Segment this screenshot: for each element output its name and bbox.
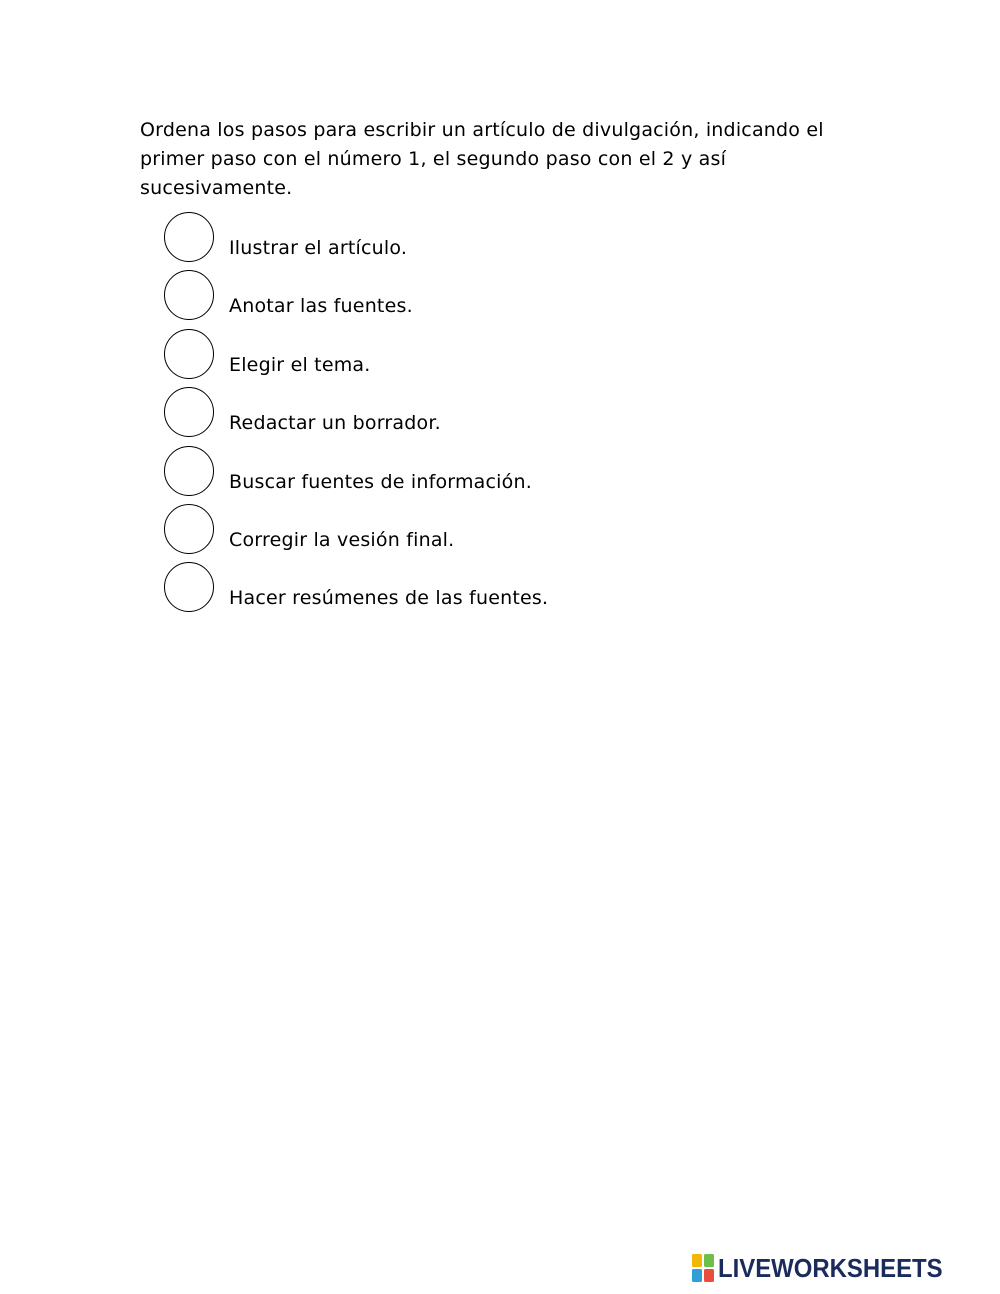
answer-circle-input[interactable]: [164, 212, 214, 262]
logo-tile-v: [692, 1269, 702, 1282]
logo-tile-l: [692, 1254, 702, 1267]
step-text: Ilustrar el artículo.: [229, 237, 408, 259]
answer-circle-input[interactable]: [164, 446, 214, 496]
answer-circle-input[interactable]: [164, 504, 214, 554]
answer-circle-input[interactable]: [164, 387, 214, 437]
liveworksheets-brand: [692, 1253, 962, 1283]
step-text: Corregir la vesión final.: [229, 528, 455, 551]
step-text: Anotar las fuentes.: [229, 295, 413, 318]
answer-circle-input[interactable]: [164, 270, 214, 320]
logo-tile-e: [704, 1269, 714, 1282]
step-text: Redactar un borrador.: [229, 412, 441, 435]
liveworksheets-logo-icon: [692, 1254, 714, 1282]
logo-tile-i: [704, 1254, 714, 1267]
step-text: Buscar fuentes de información.: [229, 470, 532, 493]
instructions-text: Ordena los pasos para escribir un artículo de divulgación, indicando el primer paso con el número 1, el segundo paso con el 2 y así sucesivamente.: [140, 119, 824, 199]
answer-circle-input[interactable]: [164, 329, 214, 379]
step-text: Hacer resúmenes de las fuentes.: [229, 587, 549, 610]
brand-name: LIVEWORKSHEETS: [718, 1253, 943, 1283]
step-text: Elegir el tema.: [229, 353, 371, 376]
answer-circle-input[interactable]: [164, 562, 214, 612]
